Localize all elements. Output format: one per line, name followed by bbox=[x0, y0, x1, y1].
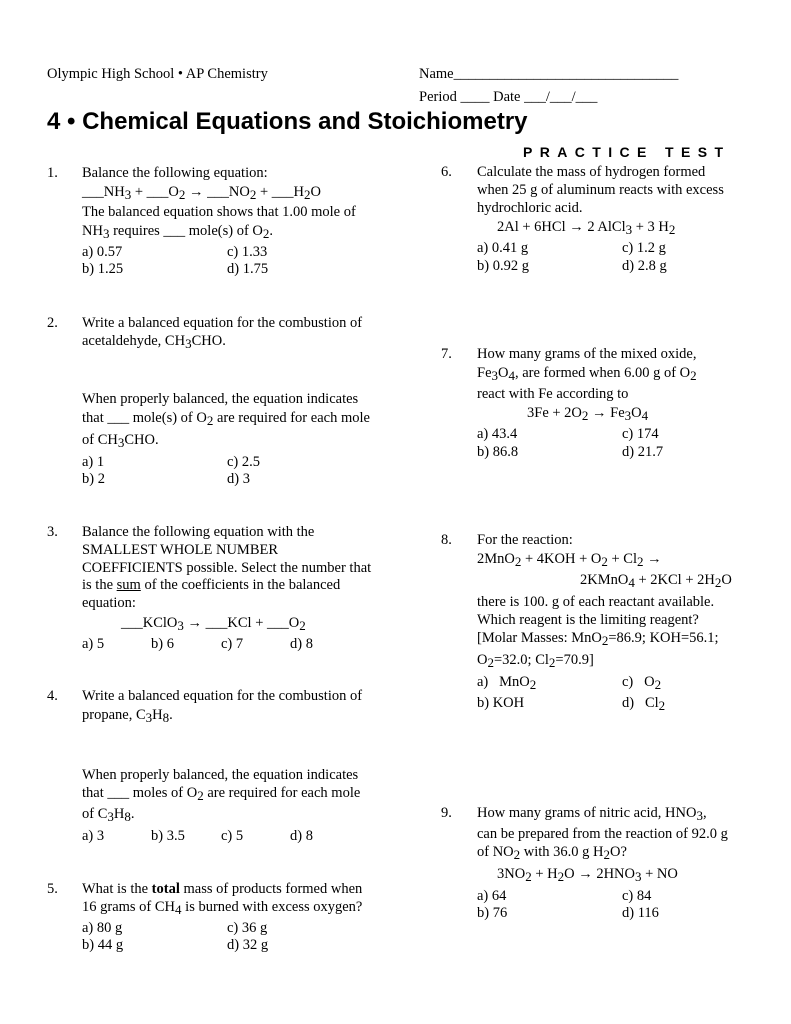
question-text: [Molar Masses: MnO$_2$=86.9; KOH=56.1; bbox=[477, 630, 719, 648]
equation: 2KMnO$_4$ + $2KCl + 2H_2O$ bbox=[580, 572, 732, 590]
question-text: COEFFICIENTS possible. Select the number that bbox=[82, 560, 372, 576]
name-field-line: Name_______________________________ bbox=[419, 66, 679, 82]
question-text: Write a balanced equation for the combustion of bbox=[82, 315, 363, 331]
question-text: hydrochloric acid. bbox=[477, 200, 583, 216]
question-text: The balanced equation shows that 1.00 mole of bbox=[82, 204, 356, 220]
choice-a: a) 0.57 bbox=[82, 244, 123, 260]
choice-c: c) 1.2 g bbox=[622, 240, 666, 256]
choice-a: a) 43.4 bbox=[477, 426, 518, 442]
choice-b: b) KOH bbox=[477, 695, 525, 711]
question-text: When properly balanced, the equation indicates bbox=[82, 767, 359, 783]
question-number: 8. bbox=[441, 532, 452, 548]
question-text: react with Fe according to bbox=[477, 386, 629, 402]
question-text: 16 grams of $CH_4$ is burned with excess oxygen? bbox=[82, 899, 363, 917]
question-text: Write a balanced equation for the combustion of bbox=[82, 688, 363, 704]
question-number: 3. bbox=[47, 524, 58, 540]
question-number: 6. bbox=[441, 164, 452, 180]
equation: 2Al + 6HCl → 2 AlCl$_3$ + 3 $H_2$ bbox=[497, 219, 676, 237]
school-course: Olympic High School • AP Chemistry bbox=[47, 66, 268, 82]
equation: $3Fe + 2O_2 \to Fe_3O_4$ bbox=[527, 405, 649, 423]
choice-b: b) 44 g bbox=[82, 937, 124, 953]
question-number: 1. bbox=[47, 165, 58, 181]
choice-d: d) 8 bbox=[290, 636, 313, 652]
choice-a: a) 64 bbox=[477, 888, 507, 904]
question-text: Calculate the mass of hydrogen formed bbox=[477, 164, 706, 180]
choice-d: d) 21.7 bbox=[622, 444, 664, 460]
question-text: How many grams of the mixed oxide, bbox=[477, 346, 697, 362]
choice-b: b) 6 bbox=[151, 636, 174, 652]
choice-c: c) 84 bbox=[622, 888, 652, 904]
question-text: propane, $C_3H_8$. bbox=[82, 707, 173, 725]
choice-d: d) $Cl_2$ bbox=[622, 695, 666, 713]
question-text: $Fe_3O_4$, are formed when 6.00 g of $O_2$ bbox=[477, 365, 697, 383]
choice-b: b) 0.92 g bbox=[477, 258, 529, 274]
equation: $2MnO_2 + 4KOH + O_2 + Cl_2$ → bbox=[477, 551, 662, 569]
choice-d: d) 2.8 g bbox=[622, 258, 667, 274]
question-number: 7. bbox=[441, 346, 452, 362]
question-text: How many grams of nitric acid, $HNO_3$, bbox=[477, 805, 707, 823]
question-text: For the reaction: bbox=[477, 532, 573, 548]
question-text: acetaldehyde, $CH_3CHO$. bbox=[82, 333, 226, 351]
choice-b: b) 86.8 bbox=[477, 444, 519, 460]
choice-b: b) 2 bbox=[82, 471, 105, 487]
question-text: What is the total mass of products formed when bbox=[82, 881, 363, 897]
equation: $\_\_\_NH_3$ + $\_\_\_O_2$ → $\_\_\_NO_2$ + $\_\_\_H_2O$ bbox=[82, 184, 321, 202]
question-text: of $CH_3CHO$. bbox=[82, 432, 159, 450]
question-text: of $C_3H_8$. bbox=[82, 806, 135, 824]
choice-c: c) 36 g bbox=[227, 920, 268, 936]
question-text: of $NO_2$ with 36.0 g $H_2O$? bbox=[477, 844, 627, 862]
question-text: Balance the following equation: bbox=[82, 165, 268, 181]
question-text: Which reagent is the limiting reagent? bbox=[477, 612, 699, 628]
question-text: there is 100. g of each reactant available. bbox=[477, 594, 715, 610]
equation: $3NO_2 + H_2O \to 2HNO_3$ + NO bbox=[497, 866, 678, 884]
choice-c: c) 5 bbox=[221, 828, 244, 844]
question-text: equation: bbox=[82, 595, 136, 611]
choice-b: b) 1.25 bbox=[82, 261, 124, 277]
question-number: 5. bbox=[47, 881, 58, 897]
choice-d: d) 32 g bbox=[227, 937, 269, 953]
question-text: $O_2=32.0$; $Cl_2=70.9$] bbox=[477, 652, 594, 670]
choice-b: b) 3.5 bbox=[151, 828, 185, 844]
choice-c: c) 1.33 bbox=[227, 244, 268, 260]
choice-a: a) MnO$_2$ bbox=[477, 674, 537, 692]
choice-d: d) 8 bbox=[290, 828, 313, 844]
question-number: 2. bbox=[47, 315, 58, 331]
choice-a: a) 0.41 g bbox=[477, 240, 529, 256]
equation: ___KClO$_3$ → ___KCl + $\_\_\_O_2$ bbox=[121, 615, 306, 633]
page-title: 4 • Chemical Equations and Stoichiometry bbox=[47, 108, 528, 135]
choice-b: b) 76 bbox=[477, 905, 508, 921]
question-text: Balance the following equation with the bbox=[82, 524, 315, 540]
question-text: when 25 g of aluminum reacts with excess bbox=[477, 182, 724, 198]
choice-c: c) 2.5 bbox=[227, 454, 261, 470]
choice-c: c) 7 bbox=[221, 636, 244, 652]
choice-d: d) 1.75 bbox=[227, 261, 269, 277]
question-text: is the sum of the coefficients in the balanced bbox=[82, 577, 341, 593]
choice-a: a) 3 bbox=[82, 828, 105, 844]
question-text: can be prepared from the reaction of 92.0 g bbox=[477, 826, 728, 842]
question-text: that ___ mole(s) of $O_2$ are required for each mole bbox=[82, 410, 370, 428]
question-text: SMALLEST WHOLE NUMBER bbox=[82, 542, 279, 558]
choice-c: c) 174 bbox=[622, 426, 659, 442]
choice-d: d) 116 bbox=[622, 905, 659, 921]
question-text: $NH_3$ requires ___ mole(s) of $O_2$. bbox=[82, 223, 273, 241]
choice-a: a) 1 bbox=[82, 454, 105, 470]
period-date-line: Period ____ Date ___/___/___ bbox=[419, 89, 598, 105]
question-number: 9. bbox=[441, 805, 452, 821]
choice-a: a) 5 bbox=[82, 636, 105, 652]
choice-d: d) 3 bbox=[227, 471, 250, 487]
practice-test-label: PRACTICE TEST bbox=[523, 144, 731, 160]
choice-a: a) 80 g bbox=[82, 920, 123, 936]
question-text: When properly balanced, the equation indicates bbox=[82, 391, 359, 407]
choice-c: c) $O_2$ bbox=[622, 674, 662, 692]
question-number: 4. bbox=[47, 688, 58, 704]
question-text: that ___ moles of $O_2$ are required for each mole bbox=[82, 785, 361, 803]
